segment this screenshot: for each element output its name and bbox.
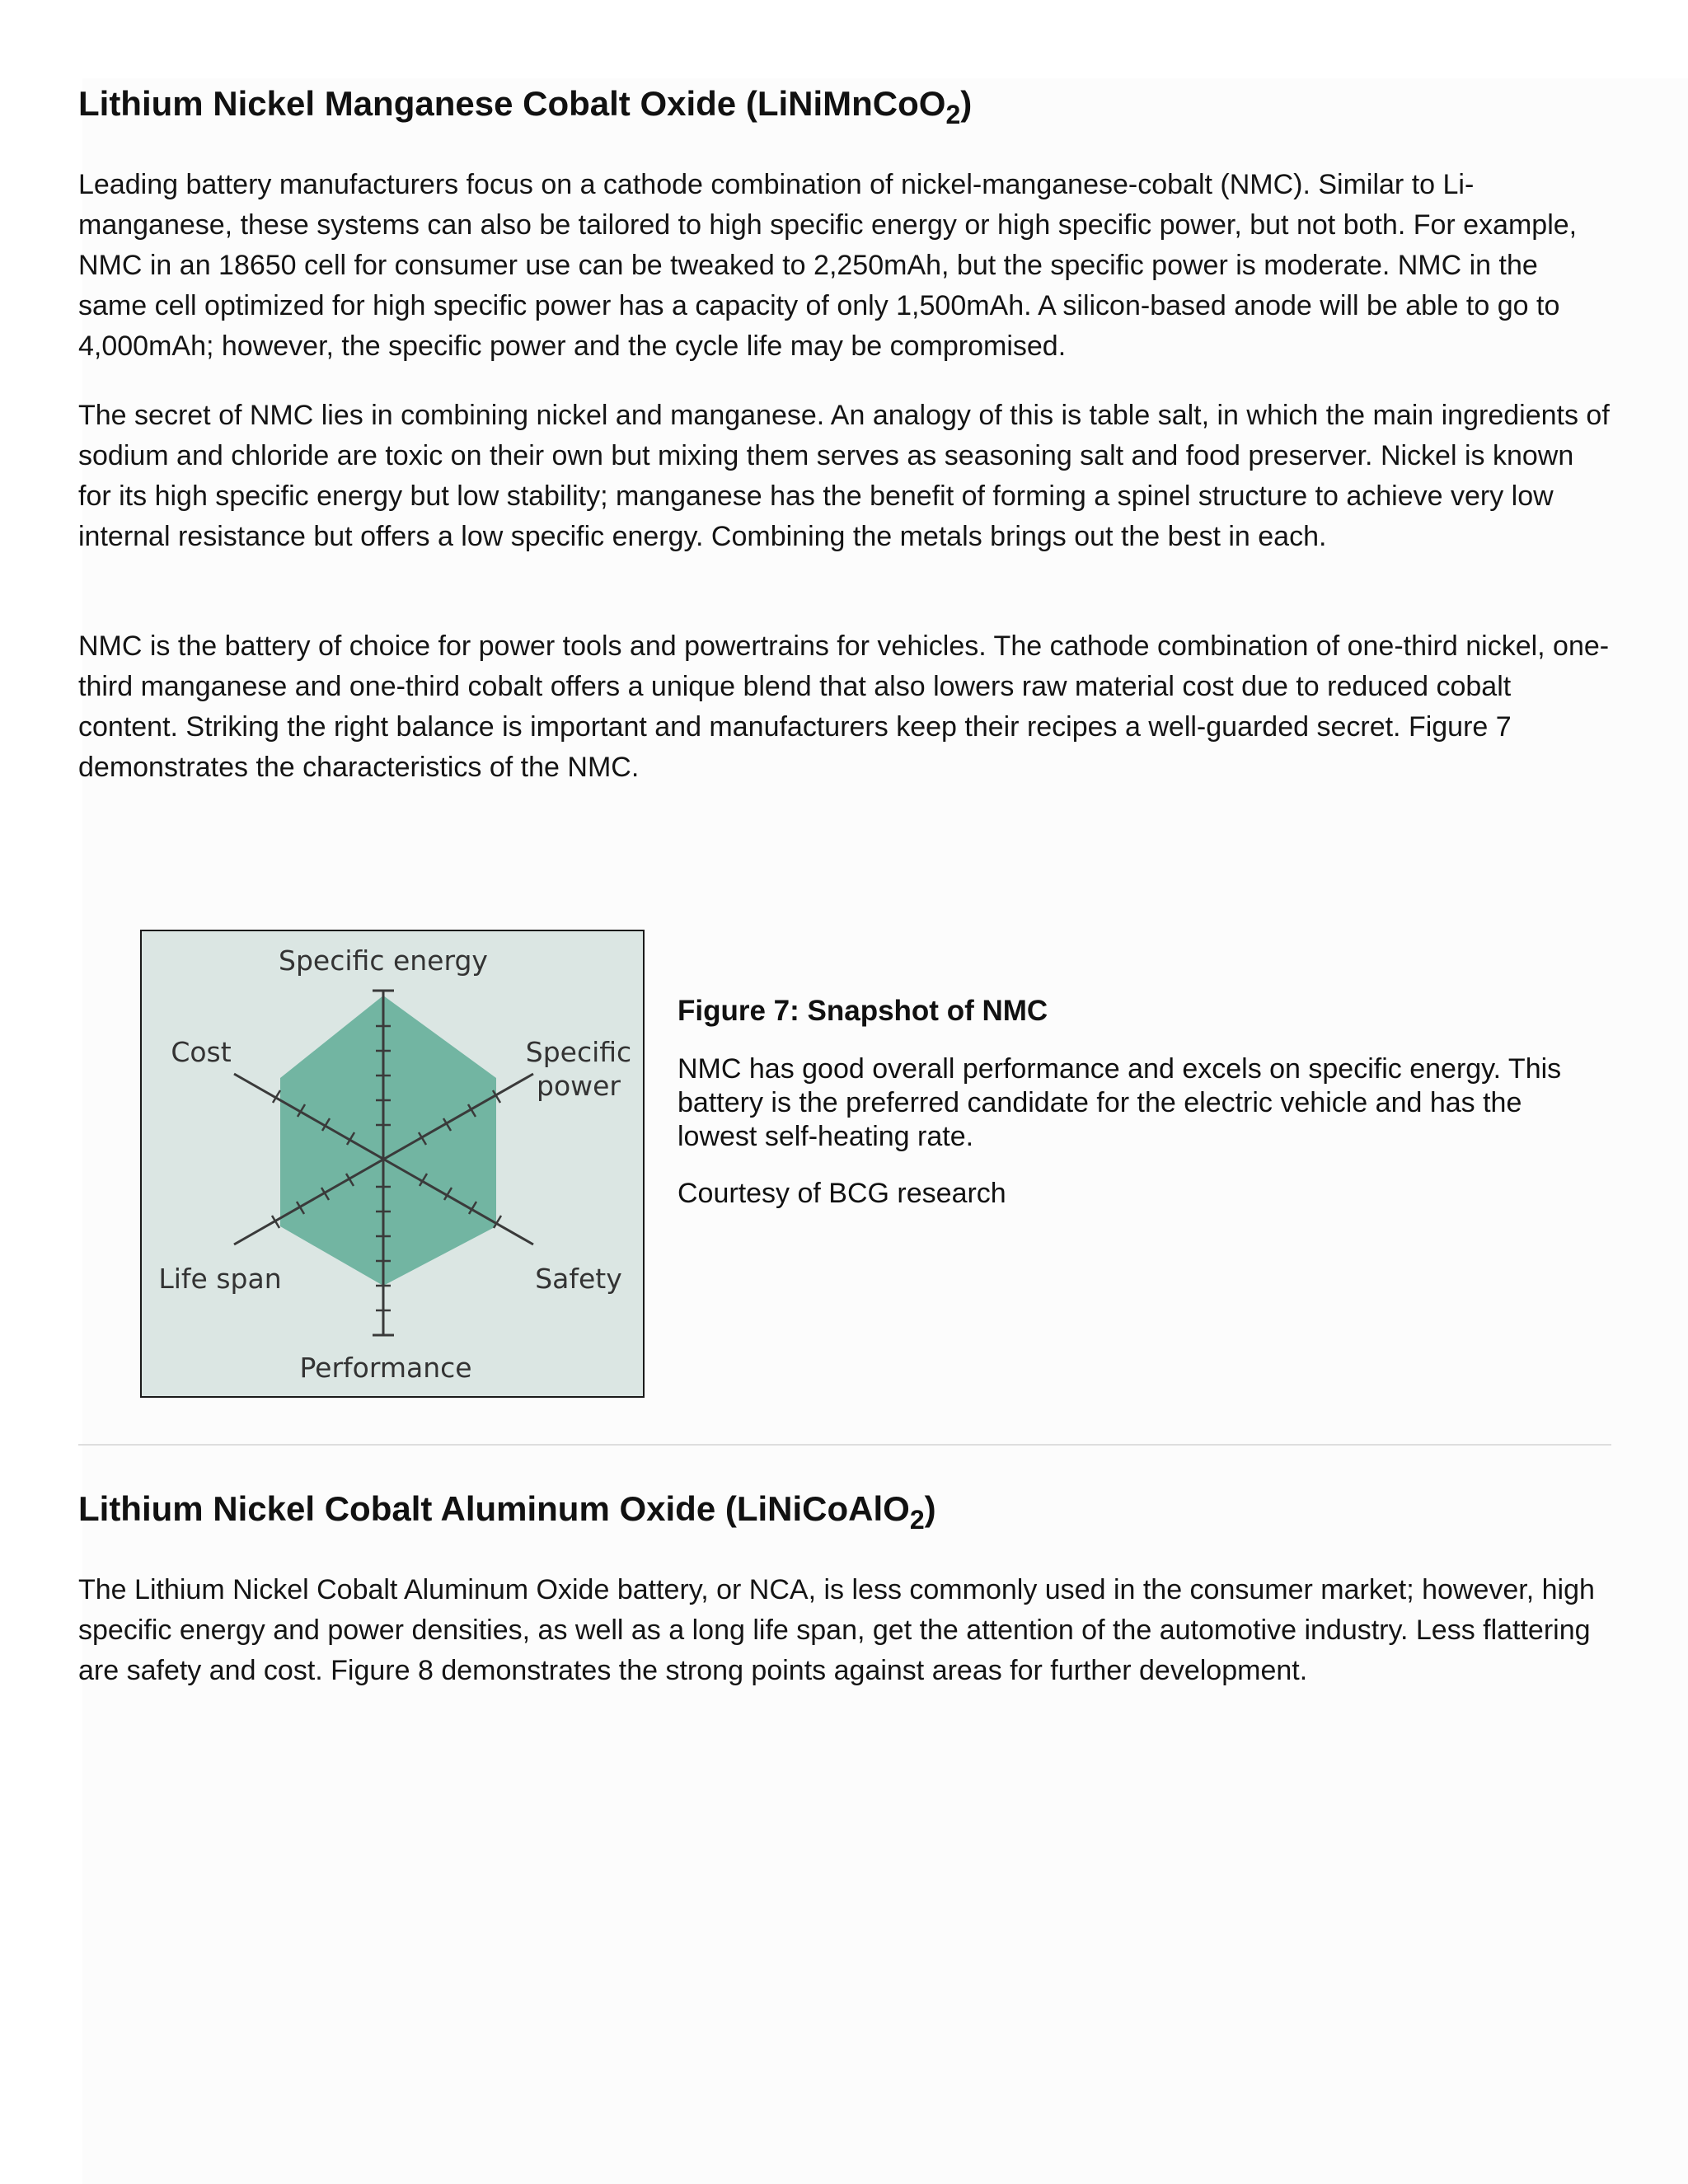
spider-chart-svg: [142, 931, 646, 1399]
section-title-end: ): [924, 1489, 936, 1528]
section-title-text: Lithium Nickel Cobalt Aluminum Oxide (LiNiCoAlO: [78, 1489, 910, 1528]
subscript: 2: [945, 100, 961, 129]
nmc-spider-chart: [140, 930, 645, 1398]
label-safety: Safety: [535, 1263, 622, 1295]
label-cost: Cost: [171, 1036, 232, 1068]
section-title-end: ): [960, 84, 973, 123]
subscript: 2: [909, 1505, 925, 1535]
label-life-span: Life span: [158, 1263, 282, 1295]
figure-caption: [678, 993, 1584, 1211]
section-title-nmc: [78, 82, 972, 136]
paragraph-nmc-3: NMC is the battery of choice for power tools and powertrains for vehicles. The cathode combination of one-third nickel, one-third manganese and one-third cobalt offers a unique blend that also lowers raw material cost due to reduced cobalt content. Striking the right balance is important and manufacturers keep their recipes a well-guarded secret. Figure 7 demonstrates the characteristics of the NMC.: [78, 630, 1610, 783]
paragraph-nmc-1: Leading battery manufacturers focus on a cathode combination of nickel-manganese-cobalt (NMC). Similar to Li-manganese, these systems can also be tailored to high specific energy or high specific power, but not both. For example, NMC in an 18650 cell for consumer use can be tweaked to 2,250mAh, but the specific power is moderate. NMC in the same cell optimized for high specific power has a capacity of only 1,500mAh. A silicon-based anode will be able to go to 4,000mAh; however, the specific power and the cycle life may be compromised.: [78, 169, 1578, 362]
caption-credit: Courtesy of BCG research: [678, 1178, 1006, 1209]
section-divider: [78, 1444, 1611, 1446]
paragraph-nmc-2: The secret of NMC lies in combining nickel and manganese. An analogy of this is table salt, in which the main ingredients of sodium and chloride are toxic on their own but mixing them serves as seasoning salt and food preserver. Nickel is known for its high specific energy but low stability; manganese has the benefit of forming a spinel structure to achieve very low internal resistance but offers a low specific energy. Combining the metals brings out the best in each.: [78, 400, 1610, 552]
section-title-nca: [78, 1488, 936, 1541]
nmc-performance-area: [280, 996, 496, 1286]
label-specific-power-1: Specific: [525, 1036, 632, 1068]
label-specific-power-2: power: [537, 1070, 621, 1102]
label-specific-energy: Specific energy: [279, 944, 488, 977]
caption-title: Figure 7: Snapshot of NMC: [678, 995, 1048, 1027]
caption-text: NMC has good overall performance and excels on specific energy. This battery is the preferred candidate for the electric vehicle and has the lowest self-heating rate.: [678, 1053, 1562, 1152]
paragraph-nca-1: The Lithium Nickel Cobalt Aluminum Oxide battery, or NCA, is less commonly used in the consumer market; however, high specific energy and power densities, as well as a long life span, get the attention of the automotive industry. Less flattering are safety and cost. Figure 8 demonstrates the strong points against areas for further development.: [78, 1574, 1595, 1686]
section-title-text: Lithium Nickel Manganese Cobalt Oxide (LiNiMnCoO: [78, 84, 946, 123]
label-performance: Performance: [299, 1352, 472, 1384]
